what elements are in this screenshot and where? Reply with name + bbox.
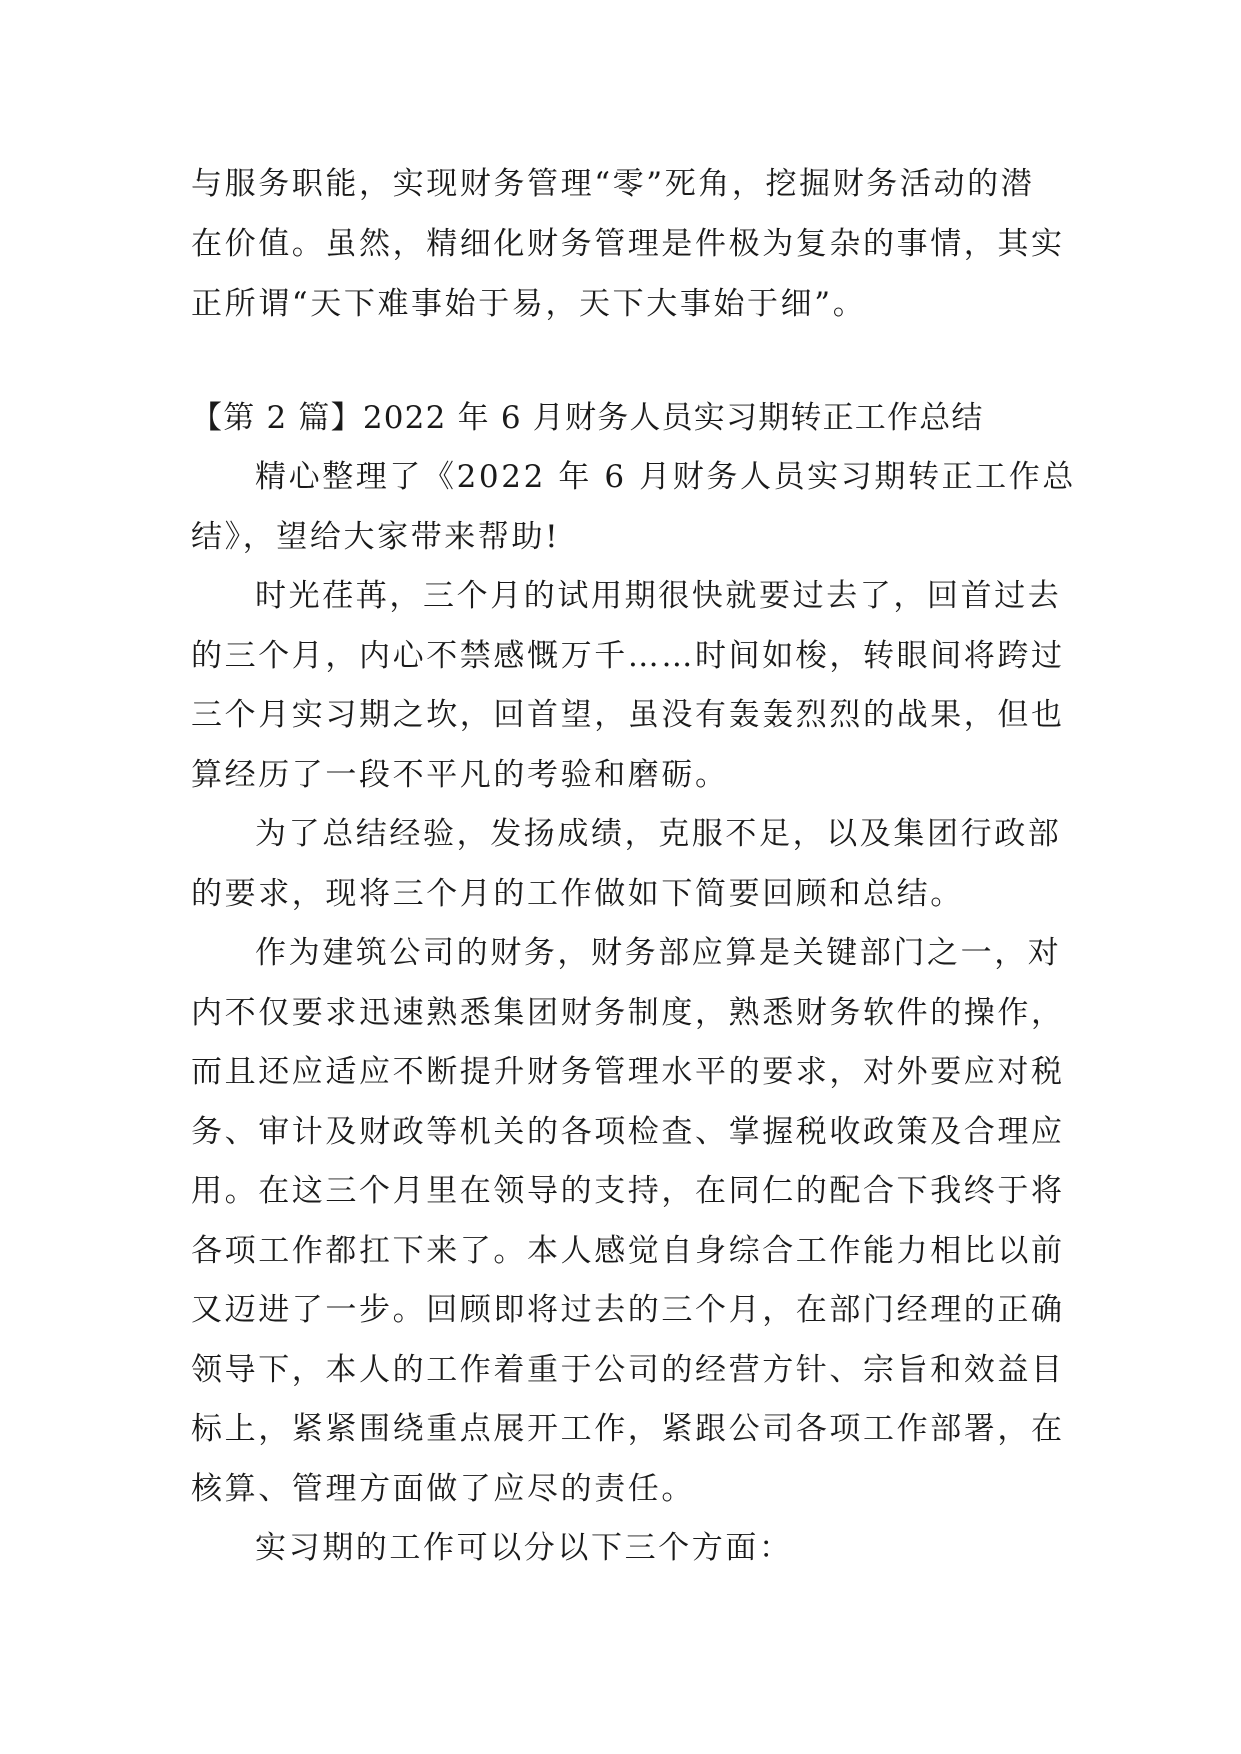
paragraph-line: 用。在这三个月里在领导的支持，在同仁的配合下我终于将: [191, 1173, 1065, 1209]
paragraph-line: 作为建筑公司的财务，财务部应算是关键部门之一，对: [255, 935, 1062, 971]
paragraph-line: 算经历了一段不平凡的考验和磨砺。: [191, 757, 729, 793]
paragraph-line: 三个月实习期之坎，回首望，虽没有轰轰烈烈的战果，但也: [191, 697, 1065, 733]
paragraph-line: 在价值。虽然，精细化财务管理是件极为复杂的事情，其实: [191, 226, 1065, 262]
paragraph-line: 结》，望给大家带来帮助!: [191, 519, 561, 555]
paragraph-line: 标上，紧紧围绕重点展开工作，紧跟公司各项工作部署，在: [191, 1411, 1065, 1447]
paragraph-line: 实习期的工作可以分以下三个方面：: [255, 1530, 793, 1566]
paragraph-line: 而且还应适应不断提升财务管理水平的要求，对外要应对税: [191, 1054, 1065, 1090]
paragraph-line: 各项工作都扛下来了。本人感觉自身综合工作能力相比以前: [191, 1233, 1065, 1269]
paragraph-line: 时光荏苒，三个月的试用期很快就要过去了，回首过去: [255, 578, 1062, 614]
paragraph-line: 务、审计及财政等机关的各项检查、掌握税收政策及合理应: [191, 1114, 1065, 1150]
paragraph-line: 的要求，现将三个月的工作做如下简要回顾和总结。: [191, 876, 964, 912]
paragraph-line: 又迈进了一步。回顾即将过去的三个月，在部门经理的正确: [191, 1292, 1065, 1328]
paragraph-line: 核算、管理方面做了应尽的责任。: [191, 1471, 695, 1507]
paragraph-line: 的三个月，内心不禁感慨万千……时间如梭，转眼间将跨过: [191, 638, 1065, 674]
section-heading: 【第 2 篇】2022 年 6 月财务人员实习期转正工作总结: [191, 400, 984, 436]
paragraph-line: 领导下，本人的工作着重于公司的经营方针、宗旨和效益目: [191, 1352, 1065, 1388]
paragraph-line: 正所谓“天下难事始于易，天下大事始于细”。: [191, 286, 867, 322]
paragraph-line: 内不仅要求迅速熟悉集团财务制度，熟悉财务软件的操作，: [191, 995, 1065, 1031]
paragraph-line: 与服务职能，实现财务管理“零”死角，挖掘财务活动的潜: [191, 166, 1035, 202]
paragraph-line: 精心整理了《2022 年 6 月财务人员实习期转正工作总: [255, 459, 1076, 495]
paragraph-line: 为了总结经验，发扬成绩，克服不足，以及集团行政部: [255, 816, 1062, 852]
